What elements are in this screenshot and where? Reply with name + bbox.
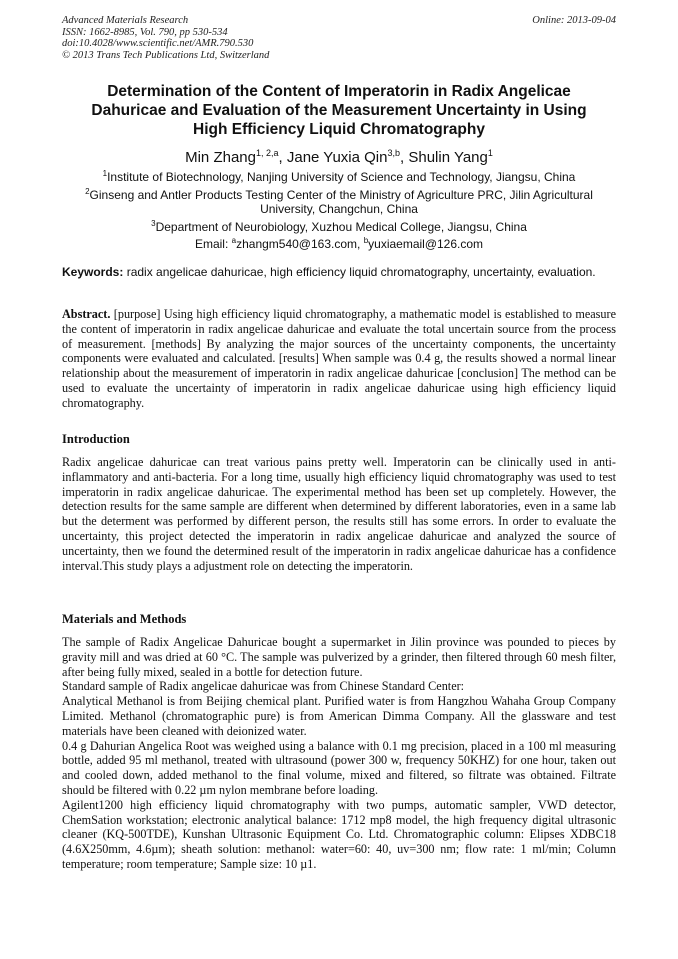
introduction-heading: Introduction — [62, 432, 130, 446]
affiliation-3 — [62, 217, 616, 235]
materials-paragraph-5: Agilent1200 high efficiency liquid chromatography with two pumps, automatic sampler, VWD detector, ChemSation workstation; electronic analytical balance: 1712 mp8 model, the high frequency digital ultrasonic cleaner (KQ-500TDE), Kunshan Ultrasonic Equipment Co. Ltd. Chromatographic column: Elipses XDBC18 (4.6X250mm, 4.6µm); sheath solution: methanol: water=60: 40, uv=300 nm; flow rate: 1 ml/min; Column temperature; room temperature; Sample size: 10 µ1. — [62, 797, 616, 871]
materials-paragraph-3: Analytical Methanol is from Beijing chemical plant. Purified water is from Hangzhou Wahaha Group Company Limited. Methanol (chromatographic pure) is from American Dimma Company. All the glassware and test materials have been cleaned with deionized water. — [62, 694, 616, 738]
affiliation-1-sup: 1 — [102, 169, 108, 178]
author-sep-2: , — [400, 149, 409, 166]
author-2-sup: 3,b — [387, 148, 401, 158]
email-b: yuxiaemail@126.com — [368, 237, 484, 251]
email-label: Email: — [194, 237, 232, 251]
journal-name: Advanced Materials Research — [62, 15, 189, 26]
keywords-text: radix angelicae dahuricae, high efficiency liquid chromatography, uncertainty, evaluation. — [123, 265, 596, 279]
author-2: Jane Yuxia Qin — [286, 149, 388, 166]
title-line-2: Dahuricae and Evaluation of the Measurement Uncertainty in Using — [91, 102, 587, 119]
email-b-sup: b — [363, 236, 369, 245]
affiliations — [62, 167, 616, 252]
paper-title — [62, 82, 616, 139]
keywords — [62, 265, 616, 279]
abstract — [62, 307, 616, 411]
email-a-sup: a — [231, 236, 237, 245]
copyright-line: © 2013 Trans Tech Publications Ltd, Switzerland — [62, 49, 270, 61]
journal-header — [62, 15, 616, 61]
introduction-paragraph: Radix angelicae dahuricae can treat various pains pretty well. Imperatorin can be clinically used in anti-inflammatory and anti-bacteria. For a long time, usually high efficiency liquid chromatography was used to test imperatorin in radix angelicae dahuricae. The experimental method has been set up completely. However, the detection results for the same sample are different when determined by different laboratories, even in a same lab but the determent was performed by different person, the results still has some errors. In order to evaluate the uncertainty, this project detected the imperatorin in radix angelicae dahuricae and analyzed the source of uncertainty, then we found the determined result of the imperatorin in radix angelicae dahuricae has a confidence interval.This study plays a adjustment role on detecting the imperatorin. — [62, 455, 616, 573]
materials-paragraph-2: Standard sample of Radix angelicae dahuricae was from Chinese Standard Center: — [62, 679, 465, 694]
materials-heading: Materials and Methods — [62, 612, 187, 626]
title-line-3: High Efficiency Liquid Chromatography — [193, 121, 485, 138]
affiliation-2 — [62, 185, 616, 217]
author-1-sup: 1, 2,a — [255, 148, 279, 158]
author-3: Shulin Yang — [408, 149, 488, 166]
affiliation-1-text: Institute of Biotechnology, Nanjing University of Science and Technology, Jiangsu, China — [107, 170, 576, 184]
author-sep-1: , — [278, 149, 287, 166]
email-line — [62, 234, 616, 252]
affiliation-3-text: Department of Neurobiology, Xuzhou Medical College, Jiangsu, China — [155, 219, 527, 234]
affiliation-2-text: Ginseng and Antler Products Testing Center of the Ministry of Agriculture PRC, Jilin Agricultural University, Changchun, China — [89, 187, 593, 216]
abstract-label: Abstract. — [62, 307, 111, 321]
introduction-body — [62, 455, 616, 573]
materials-paragraph-1: The sample of Radix Angelicae Dahuricae bought a supermarket in Jilin province was pounded to pieces by gravity mill and was dried at 60 °C. The sample was pulverized by a grinder, then filtered through 60 mesh filter, after being fully mixed, sealed in a bottle for detection future. — [62, 635, 616, 679]
author-3-sup: 1 — [487, 148, 493, 158]
title-line-1: Determination of the Content of Imperatorin in Radix Angelicae — [107, 83, 571, 100]
abstract-text: [purpose] Using high efficiency liquid chromatography, a mathematic model is established to measure the content of imperatorin in radix angelicae dahuricae and evaluate the total uncertain source from the process of measurement. [methods] By analyzing the major sources of the uncertainty components, the uncertainty components were evaluated and calculated. [results] When sample was 0.4 g, the results showed a normal linear relationship about the measurement of imperatorin in radix angelicae dahuricae [conclusion] The method can be used to evaluate the uncertainty of imperatorin in radix angelicae dahuricae using high efficiency liquid chromatography. — [62, 307, 616, 410]
author-1: Min Zhang — [185, 149, 256, 166]
issn-line: ISSN: 1662-8985, Vol. 790, pp 530-534 — [62, 26, 228, 38]
doi-line: doi:10.4028/www.scientific.net/AMR.790.530 — [62, 38, 254, 49]
materials-body — [62, 635, 616, 872]
affiliation-2-sup: 2 — [85, 186, 90, 196]
keywords-label: Keywords: — [62, 265, 124, 279]
author-list — [62, 144, 616, 167]
email-a: zhangm540@163.com, — [236, 237, 364, 251]
online-date: Online: 2013-09-04 — [532, 15, 616, 26]
affiliation-1 — [62, 167, 616, 185]
affiliation-3-sup: 3 — [151, 218, 156, 228]
materials-paragraph-4: 0.4 g Dahurian Angelica Root was weighed using a balance with 0.1 mg precision, placed in a 100 ml measuring bottle, added 95 ml methanol, treated with ultrasound (power 300 w, frequency 50KHZ) for one hour, taken out and cooled down, added methanol to the final volume, mixed and filtered, so filtrate was obtained. Filtrate should be filtered with 0.22 µm nylon membrane before loading. — [62, 738, 616, 797]
